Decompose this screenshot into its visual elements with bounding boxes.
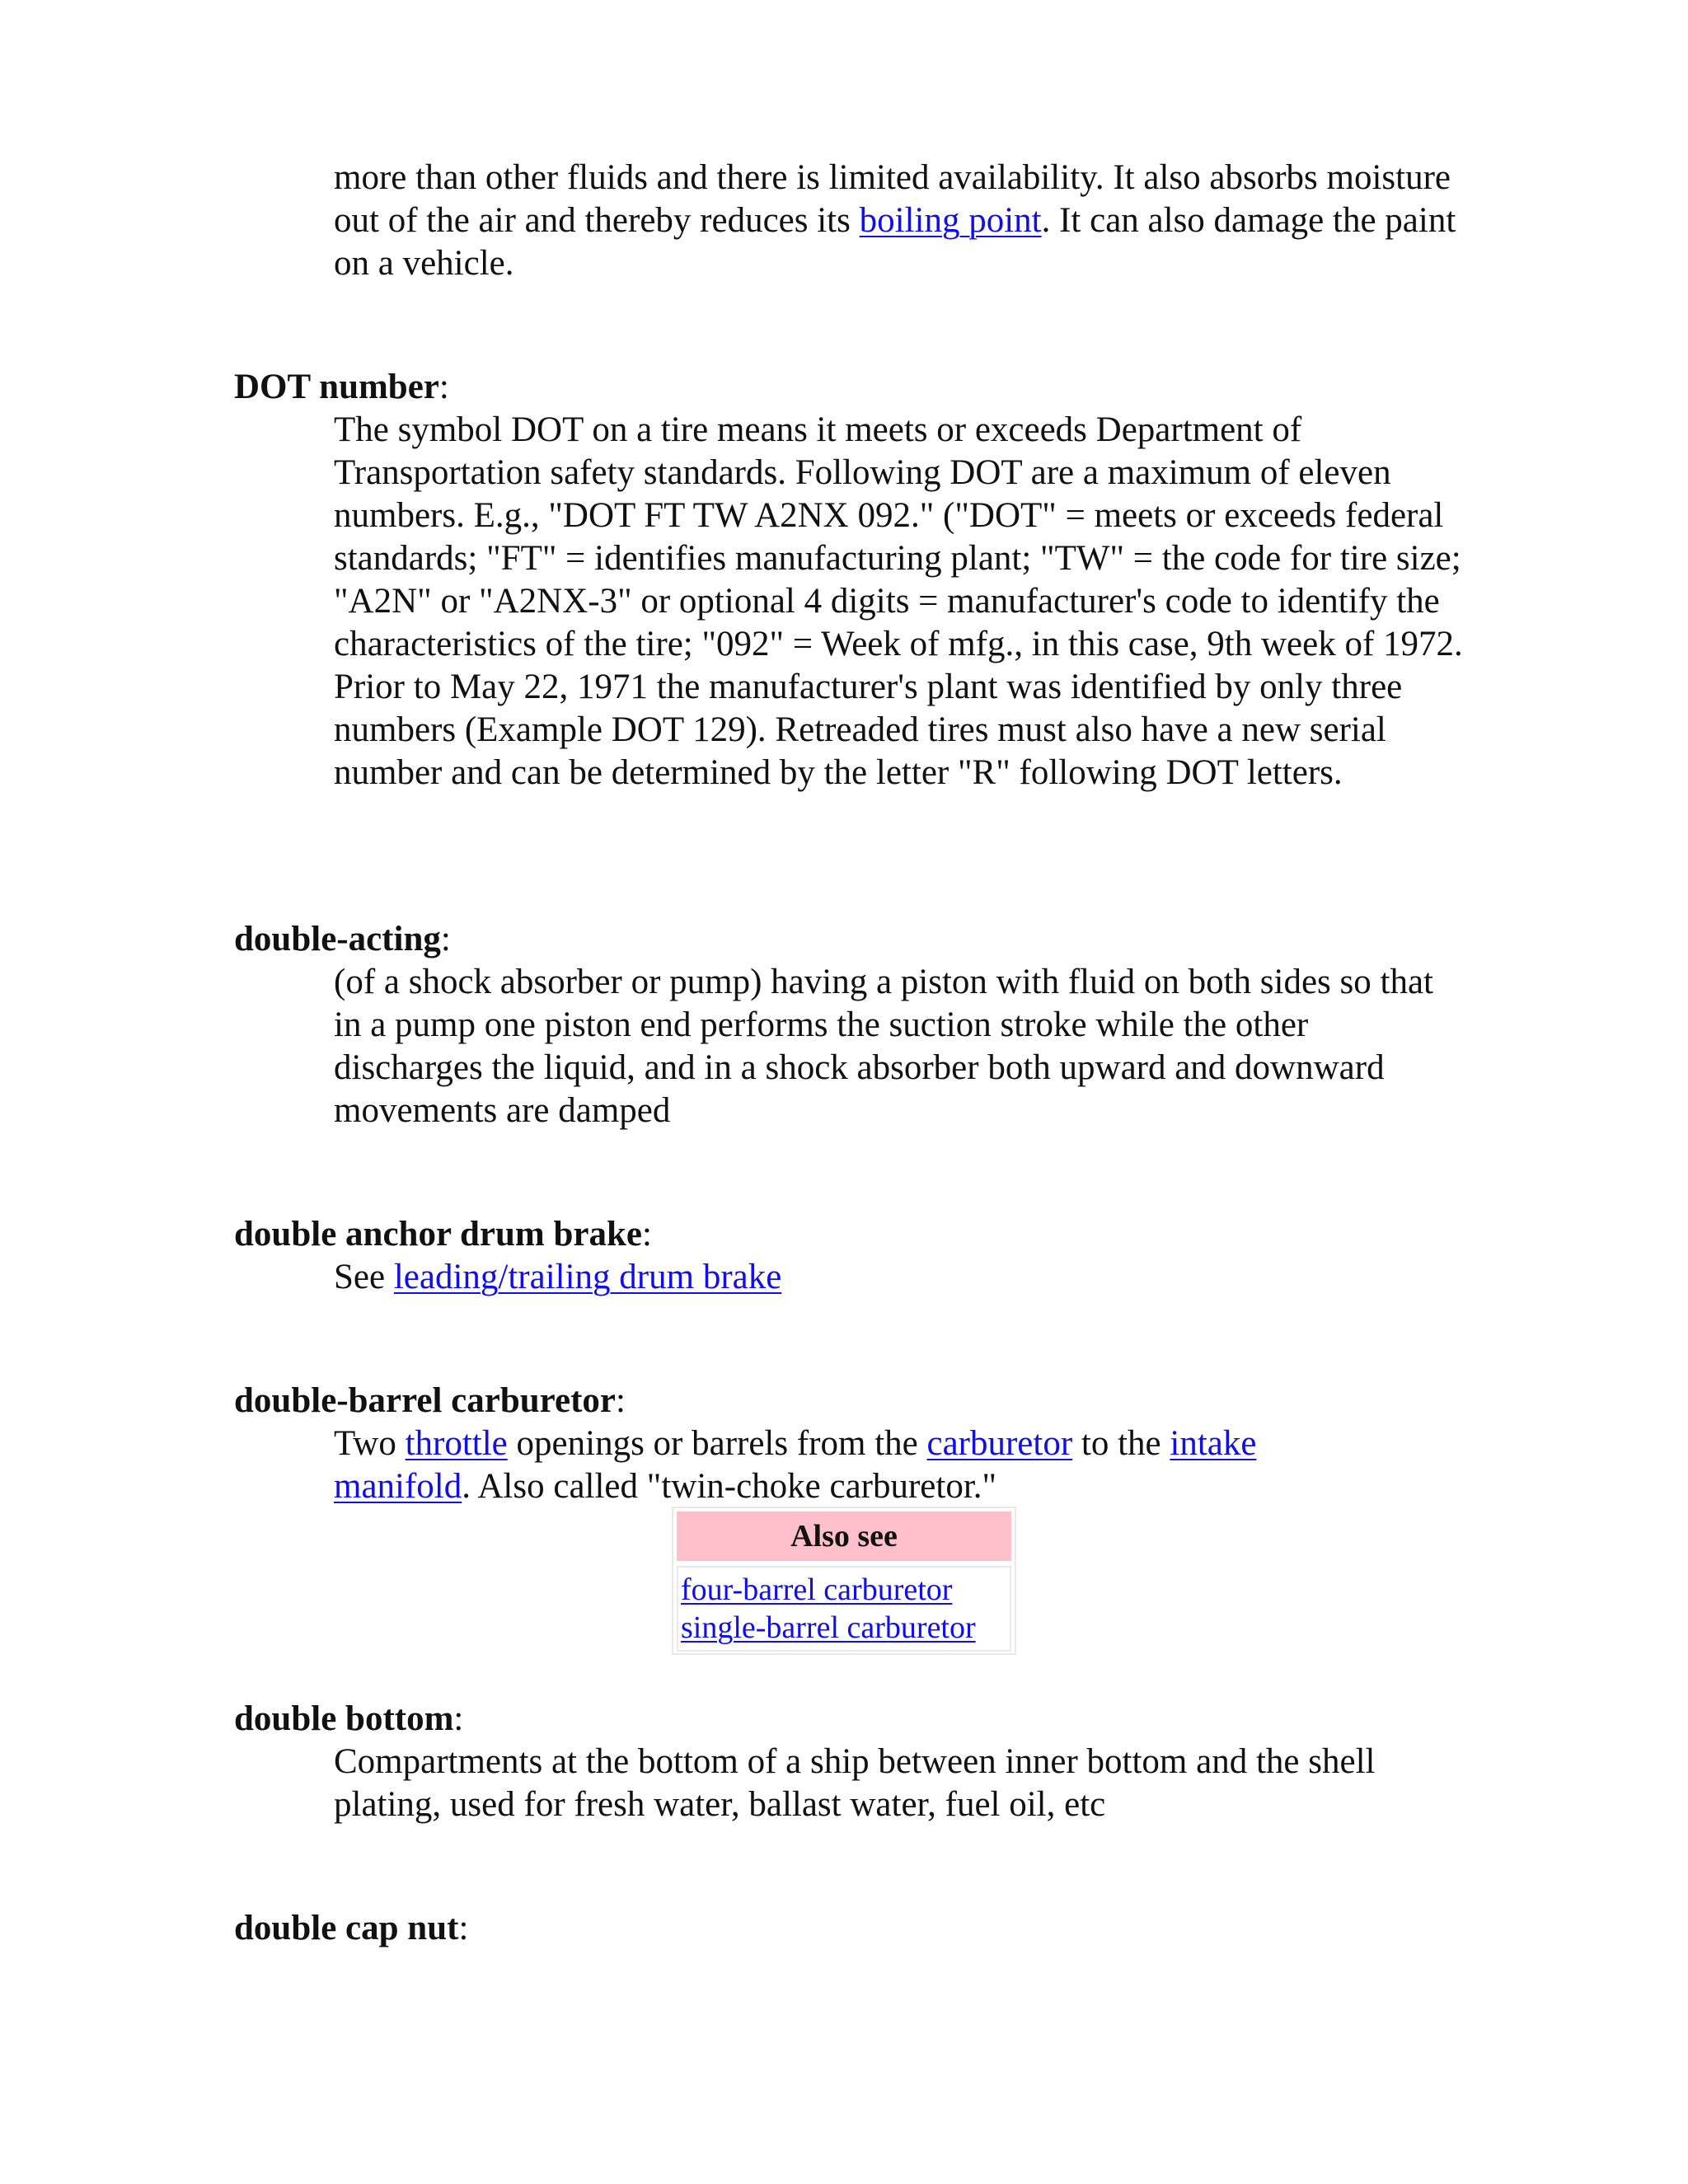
link-single-barrel-carburetor[interactable]: single-barrel carburetor xyxy=(681,1610,976,1645)
definition-dot-number: The symbol DOT on a tire means it meets or exceeds Department of Transportation safety standards. Following DOT are a maximum of eleven numbers. E.g., "DOT FT TW A2NX 092." ("DOT" = meets or exceeds federal standards; "FT" = identifies manufacturing plant; "TW" = the code for tire size; "A2N" or "A2NX-3" or optional 4 digits = manufacturer's code to identify the characteristics of the tire; "092" = Week of mfg., in this case, 9th week of 1972. Prior to May 22, 1971 the manufacturer's plant was identified by only three numbers (Example DOT 129). Retreaded tires must also have a new serial number and can be determined by the letter "R" following DOT letters. xyxy=(334,410,1463,792)
link-carburetor[interactable]: carburetor xyxy=(926,1424,1073,1463)
term-double-bottom: double bottom: xyxy=(234,1699,464,1738)
link-leading-trailing-drum-brake[interactable]: leading/trailing drum brake xyxy=(393,1258,782,1296)
term-dot-number: DOT number: xyxy=(234,368,449,406)
link-four-barrel-carburetor[interactable]: four-barrel carburetor xyxy=(681,1572,953,1607)
link-intake-manifold[interactable]: intake manifold xyxy=(334,1424,1257,1506)
term-double-acting: double-acting: xyxy=(234,920,451,958)
definition-double-acting: (of a shock absorber or pump) having a piston with fluid on both sides so that in a pump one piston end performs the suction stroke while the other discharges the liquid, and in a shock absorber both upward and downward movements are damped xyxy=(334,963,1433,1130)
definition-double-barrel-carburetor: Two throttle openings or barrels from the carburetor to the intake manifold. Also called "twin-choke carburetor." xyxy=(334,1424,1257,1506)
also-see-header: Also see xyxy=(677,1511,1011,1561)
term-double-anchor-drum-brake: double anchor drum brake: xyxy=(234,1215,652,1254)
link-throttle[interactable]: throttle xyxy=(405,1424,508,1463)
also-see-list xyxy=(677,1566,1011,1652)
definition-double-anchor-drum-brake: See leading/trailing drum brake xyxy=(334,1258,782,1296)
also-see-box xyxy=(672,1507,1016,1655)
term-double-barrel-carburetor: double-barrel carburetor: xyxy=(234,1381,626,1420)
definition-double-bottom: Compartments at the bottom of a ship between inner bottom and the shell plating, used for fresh water, ballast water, fuel oil, etc xyxy=(334,1742,1376,1824)
link-boiling-point[interactable]: boiling point xyxy=(859,201,1042,240)
definition-brake-fluid-continued: more than other fluids and there is limited availability. It also absorbs moisture out of the air and thereby reduces its boiling point. It can also damage the paint on a vehicle. xyxy=(334,158,1456,283)
term-double-cap-nut: double cap nut: xyxy=(234,1909,469,1947)
